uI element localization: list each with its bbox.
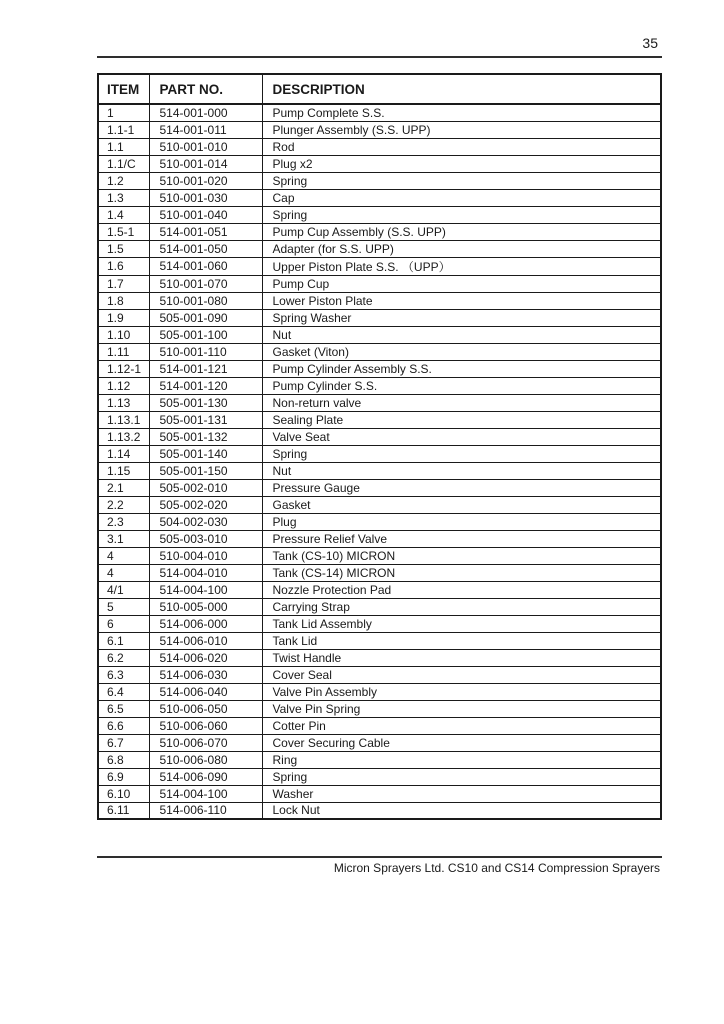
- part-no-cell: 510-006-060: [149, 717, 262, 734]
- description-cell: Spring: [262, 172, 661, 189]
- description-cell: Pump Cup Assembly (S.S. UPP): [262, 223, 661, 240]
- table-row: [98, 206, 661, 223]
- part-no-cell: 505-001-090: [149, 309, 262, 326]
- description-cell: Pump Cylinder Assembly S.S.: [262, 360, 661, 377]
- part-no-cell: 505-003-010: [149, 530, 262, 547]
- table-row: [98, 802, 661, 819]
- item-cell: 6.11: [98, 802, 149, 819]
- item-cell: 2.1: [98, 479, 149, 496]
- item-cell: 1.8: [98, 292, 149, 309]
- table-row: [98, 411, 661, 428]
- item-cell: 6.7: [98, 734, 149, 751]
- table-row: [98, 445, 661, 462]
- description-cell: Cap: [262, 189, 661, 206]
- part-no-cell: 505-001-131: [149, 411, 262, 428]
- item-cell: 1.5-1: [98, 223, 149, 240]
- table-header-row: [98, 74, 661, 104]
- table-row: [98, 734, 661, 751]
- item-cell: 6.8: [98, 751, 149, 768]
- item-cell: 6.3: [98, 666, 149, 683]
- description-cell: Tank (CS-10) MICRON: [262, 547, 661, 564]
- table-row: [98, 462, 661, 479]
- description-cell: Upper Piston Plate S.S. （UPP）: [262, 257, 661, 275]
- item-cell: 1.13.2: [98, 428, 149, 445]
- item-cell: 1.1: [98, 138, 149, 155]
- description-cell: Twist Handle: [262, 649, 661, 666]
- item-cell: 5: [98, 598, 149, 615]
- item-cell: 1: [98, 104, 149, 121]
- part-no-cell: 514-006-010: [149, 632, 262, 649]
- part-no-cell: 505-001-140: [149, 445, 262, 462]
- part-no-cell: 514-004-010: [149, 564, 262, 581]
- description-cell: Nozzle Protection Pad: [262, 581, 661, 598]
- part-no-cell: 514-006-090: [149, 768, 262, 785]
- table-row: [98, 479, 661, 496]
- table-row: [98, 700, 661, 717]
- part-no-cell: 510-005-000: [149, 598, 262, 615]
- table-row: [98, 547, 661, 564]
- table-row: [98, 649, 661, 666]
- item-cell: 1.1-1: [98, 121, 149, 138]
- item-cell: 1.10: [98, 326, 149, 343]
- description-cell: Pressure Gauge: [262, 479, 661, 496]
- parts-table: [97, 73, 662, 820]
- document-page: [97, 33, 662, 876]
- description-cell: Gasket (Viton): [262, 343, 661, 360]
- table-row: [98, 172, 661, 189]
- table-row: [98, 666, 661, 683]
- column-header-part-no: PART NO.: [149, 74, 262, 104]
- table-row: [98, 275, 661, 292]
- header-rule: [97, 56, 662, 58]
- description-cell: Washer: [262, 785, 661, 802]
- table-body: [98, 104, 661, 819]
- part-no-cell: 505-002-010: [149, 479, 262, 496]
- part-no-cell: 510-001-040: [149, 206, 262, 223]
- part-no-cell: 514-001-121: [149, 360, 262, 377]
- table-row: [98, 360, 661, 377]
- description-cell: Spring Washer: [262, 309, 661, 326]
- table-row: [98, 530, 661, 547]
- table-row: [98, 768, 661, 785]
- part-no-cell: 510-001-030: [149, 189, 262, 206]
- table-row: [98, 309, 661, 326]
- part-no-cell: 510-006-080: [149, 751, 262, 768]
- table-row: [98, 751, 661, 768]
- item-cell: 1.12-1: [98, 360, 149, 377]
- part-no-cell: 514-006-040: [149, 683, 262, 700]
- part-no-cell: 510-006-070: [149, 734, 262, 751]
- part-no-cell: 514-006-000: [149, 615, 262, 632]
- part-no-cell: 505-002-020: [149, 496, 262, 513]
- part-no-cell: 510-001-080: [149, 292, 262, 309]
- table-row: [98, 428, 661, 445]
- description-cell: Cotter Pin: [262, 717, 661, 734]
- description-cell: Pump Complete S.S.: [262, 104, 661, 121]
- description-cell: Adapter (for S.S. UPP): [262, 240, 661, 257]
- table-row: [98, 223, 661, 240]
- description-cell: Sealing Plate: [262, 411, 661, 428]
- item-cell: 6.6: [98, 717, 149, 734]
- description-cell: Nut: [262, 462, 661, 479]
- table-row: [98, 598, 661, 615]
- table-row: [98, 615, 661, 632]
- item-cell: 2.2: [98, 496, 149, 513]
- item-cell: 1.9: [98, 309, 149, 326]
- table-row: [98, 121, 661, 138]
- description-cell: Valve Seat: [262, 428, 661, 445]
- item-cell: 4/1: [98, 581, 149, 598]
- footer-text: Micron Sprayers Ltd. CS10 and CS14 Compression Sprayers: [333, 861, 660, 875]
- table-row: [98, 513, 661, 530]
- part-no-cell: 514-004-100: [149, 581, 262, 598]
- item-cell: 6.1: [98, 632, 149, 649]
- description-cell: Cover Securing Cable: [262, 734, 661, 751]
- item-cell: 1.11: [98, 343, 149, 360]
- item-cell: 1.2: [98, 172, 149, 189]
- description-cell: Plug x2: [262, 155, 661, 172]
- table-row: [98, 394, 661, 411]
- part-no-cell: 510-004-010: [149, 547, 262, 564]
- description-cell: Plunger Assembly (S.S. UPP): [262, 121, 661, 138]
- part-no-cell: 510-001-070: [149, 275, 262, 292]
- description-cell: Nut: [262, 326, 661, 343]
- description-cell: Valve Pin Spring: [262, 700, 661, 717]
- table-row: [98, 138, 661, 155]
- item-cell: 1.13: [98, 394, 149, 411]
- description-cell: Pump Cylinder S.S.: [262, 377, 661, 394]
- description-cell: Pump Cup: [262, 275, 661, 292]
- table-row: [98, 257, 661, 275]
- item-cell: 4: [98, 547, 149, 564]
- table-row: [98, 189, 661, 206]
- item-cell: 1.13.1: [98, 411, 149, 428]
- item-cell: 6: [98, 615, 149, 632]
- item-cell: 1.7: [98, 275, 149, 292]
- table-row: [98, 581, 661, 598]
- column-header-item: ITEM: [98, 74, 149, 104]
- table-row: [98, 326, 661, 343]
- part-no-cell: 514-006-110: [149, 802, 262, 819]
- table-row: [98, 343, 661, 360]
- description-cell: Lock Nut: [262, 802, 661, 819]
- description-cell: Non-return valve: [262, 394, 661, 411]
- description-cell: Ring: [262, 751, 661, 768]
- item-cell: 6.5: [98, 700, 149, 717]
- table-row: [98, 240, 661, 257]
- part-no-cell: 514-004-100: [149, 785, 262, 802]
- table-row: [98, 377, 661, 394]
- item-cell: 1.3: [98, 189, 149, 206]
- description-cell: Rod: [262, 138, 661, 155]
- item-cell: 6.9: [98, 768, 149, 785]
- description-cell: Spring: [262, 206, 661, 223]
- table-row: [98, 496, 661, 513]
- part-no-cell: 514-001-051: [149, 223, 262, 240]
- item-cell: 1.1/C: [98, 155, 149, 172]
- part-no-cell: 514-001-011: [149, 121, 262, 138]
- part-no-cell: 510-001-020: [149, 172, 262, 189]
- item-cell: 3.1: [98, 530, 149, 547]
- item-cell: 1.4: [98, 206, 149, 223]
- table-row: [98, 632, 661, 649]
- description-cell: Tank (CS-14) MICRON: [262, 564, 661, 581]
- part-no-cell: 505-001-100: [149, 326, 262, 343]
- description-cell: Gasket: [262, 496, 661, 513]
- column-header-description: DESCRIPTION: [262, 74, 661, 104]
- table-row: [98, 683, 661, 700]
- item-cell: 2.3: [98, 513, 149, 530]
- item-cell: 1.12: [98, 377, 149, 394]
- table-row: [98, 155, 661, 172]
- description-cell: Tank Lid Assembly: [262, 615, 661, 632]
- description-cell: Tank Lid: [262, 632, 661, 649]
- description-cell: Spring: [262, 445, 661, 462]
- item-cell: 1.15: [98, 462, 149, 479]
- part-no-cell: 510-001-014: [149, 155, 262, 172]
- description-cell: Pressure Relief Valve: [262, 530, 661, 547]
- part-no-cell: 510-001-110: [149, 343, 262, 360]
- item-cell: 6.4: [98, 683, 149, 700]
- part-no-cell: 510-006-050: [149, 700, 262, 717]
- part-no-cell: 510-001-010: [149, 138, 262, 155]
- item-cell: 1.14: [98, 445, 149, 462]
- page-number: 35: [642, 35, 658, 51]
- part-no-cell: 514-006-030: [149, 666, 262, 683]
- part-no-cell: 514-001-000: [149, 104, 262, 121]
- table-row: [98, 104, 661, 121]
- item-cell: 4: [98, 564, 149, 581]
- part-no-cell: 514-001-060: [149, 257, 262, 275]
- description-cell: Carrying Strap: [262, 598, 661, 615]
- part-no-cell: 514-006-020: [149, 649, 262, 666]
- table-row: [98, 292, 661, 309]
- description-cell: Spring: [262, 768, 661, 785]
- description-cell: Plug: [262, 513, 661, 530]
- table-row: [98, 564, 661, 581]
- part-no-cell: 505-001-132: [149, 428, 262, 445]
- table-row: [98, 785, 661, 802]
- description-cell: Lower Piston Plate: [262, 292, 661, 309]
- part-no-cell: 505-001-130: [149, 394, 262, 411]
- part-no-cell: 505-001-150: [149, 462, 262, 479]
- part-no-cell: 514-001-050: [149, 240, 262, 257]
- item-cell: 1.6: [98, 257, 149, 275]
- item-cell: 6.2: [98, 649, 149, 666]
- table-row: [98, 717, 661, 734]
- description-cell: Cover Seal: [262, 666, 661, 683]
- item-cell: 6.10: [98, 785, 149, 802]
- item-cell: 1.5: [98, 240, 149, 257]
- part-no-cell: 504-002-030: [149, 513, 262, 530]
- description-cell: Valve Pin Assembly: [262, 683, 661, 700]
- part-no-cell: 514-001-120: [149, 377, 262, 394]
